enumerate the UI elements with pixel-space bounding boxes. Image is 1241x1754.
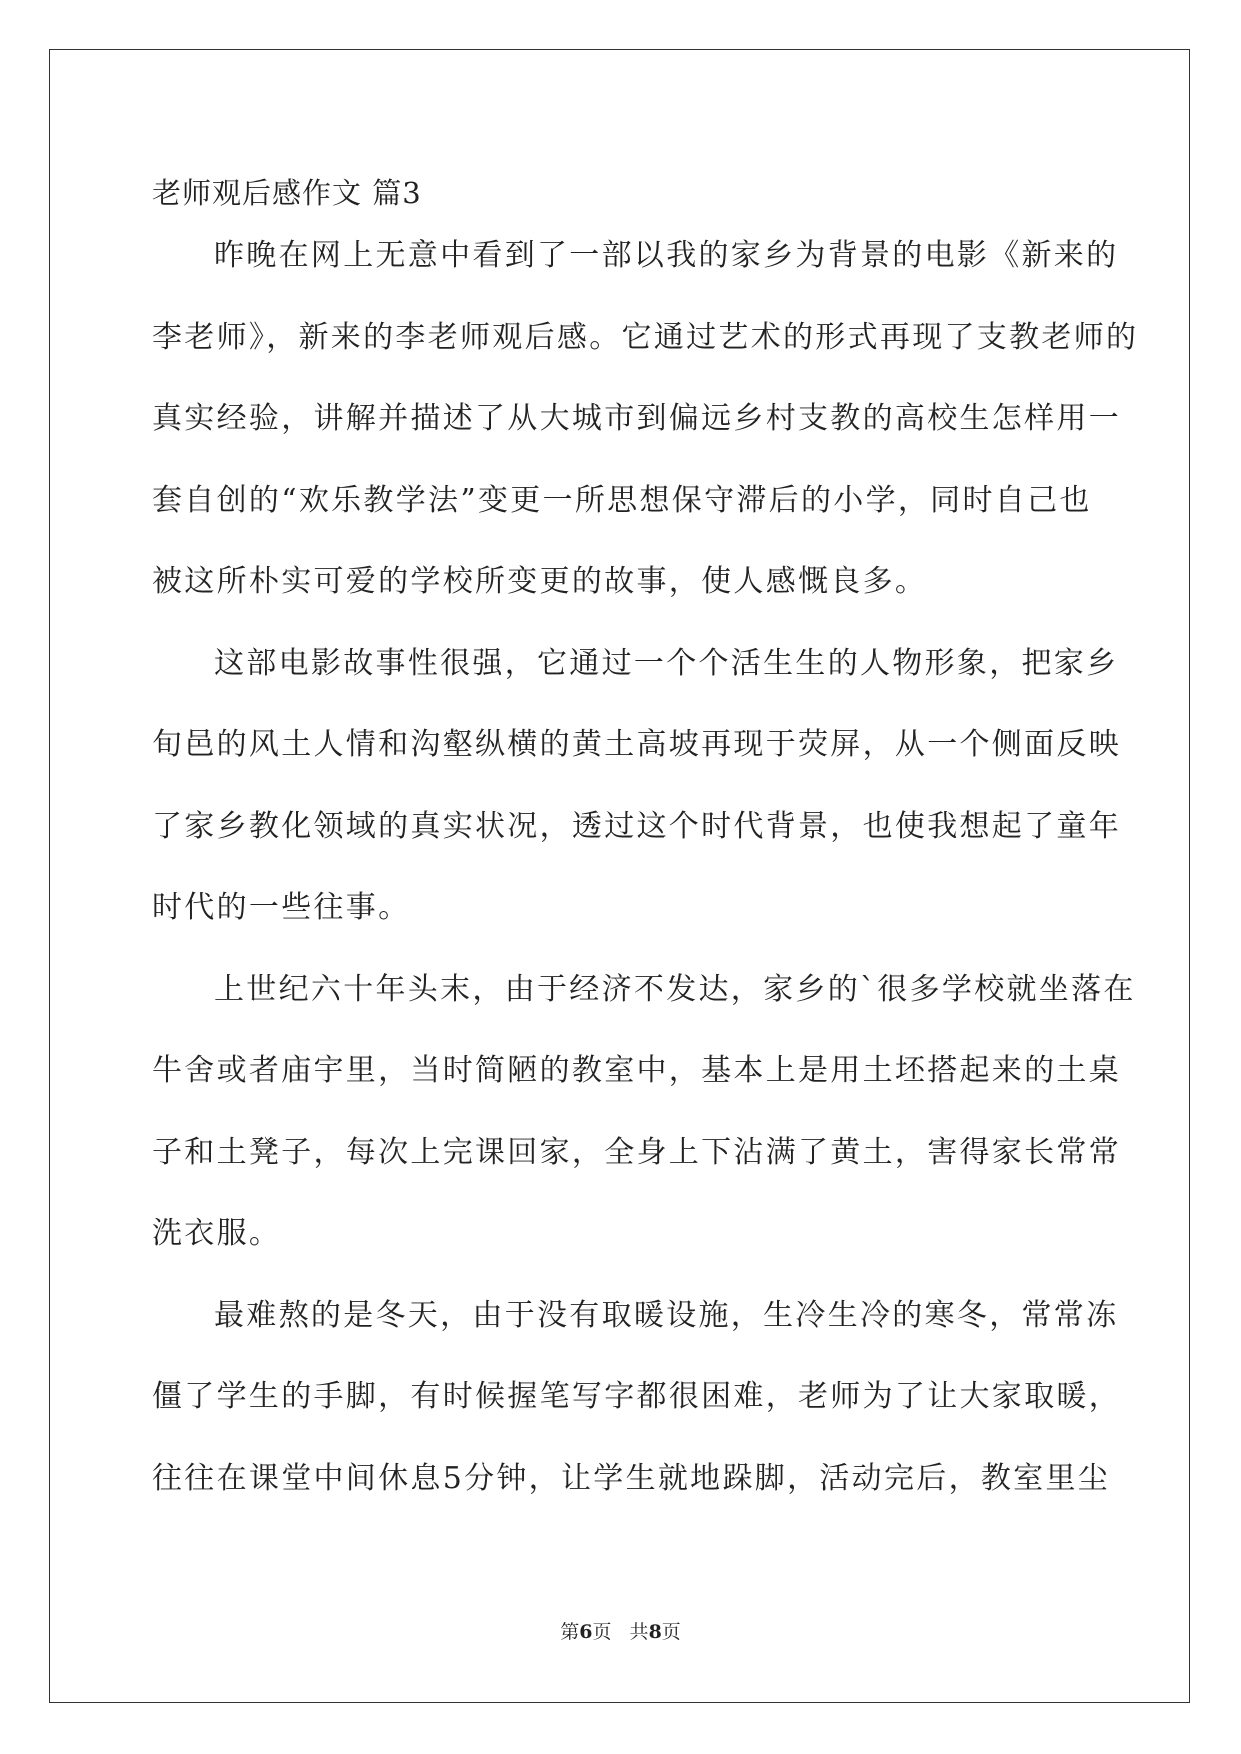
paragraph-line: 最难熬的是冬天，由于没有取暖设施，生冷生冷的寒冬，常常冻 (214, 1297, 1119, 1333)
footer-prefix: 第 (560, 1621, 580, 1643)
paragraph-line: 旬邑的风土人情和沟壑纵横的黄土高坡再现于荧屏，从一个侧面反映 (152, 727, 1121, 762)
paragraph-2 (152, 637, 1121, 963)
footer-suffix: 页 (661, 1621, 681, 1643)
paragraph-1 (152, 229, 1139, 637)
paragraph-line: 洗衣服。 (152, 1216, 282, 1251)
paragraph-line: 牛舍或者庙宇里，当时简陋的教室中，基本上是用土坯搭起来的土桌 (152, 1053, 1121, 1088)
paragraph-line: 上世纪六十年头末，由于经济不发达，家乡的`很多学校就坐落在 (214, 971, 1136, 1007)
footer-total-pages: 8 (648, 1621, 662, 1643)
paragraph-line: 真实经验，讲解并描述了从大城市到偏远乡村支教的高校生怎样用一 (152, 401, 1121, 436)
paragraph-line: 昨晚在网上无意中看到了一部以我的家乡为背景的电影《新来的 (214, 238, 1119, 273)
paragraph-line: 僵了学生的手脚，有时候握笔写字都很困难，老师为了让大家取暖， (152, 1379, 1121, 1414)
paragraph-line: 被这所朴实可爱的学校所变更的故事，使人感慨良多。 (152, 564, 928, 599)
footer-middle: 页 共 (592, 1621, 649, 1643)
footer-page-number: 6 (579, 1621, 593, 1643)
paragraph-3 (152, 963, 1136, 1289)
document-heading: 老师观后感作文 篇3 (152, 176, 422, 210)
page-footer (0, 1617, 1241, 1644)
paragraph-line: 子和土凳子，每次上完课回家，全身上下沾满了黄土，害得家长常常 (152, 1134, 1121, 1170)
paragraph-line: 时代的一些往事。 (152, 890, 411, 925)
paragraph-line: 这部电影故事性很强，它通过一个个活生生的人物形象，把家乡 (214, 645, 1119, 681)
paragraph-line: 李老师》，新来的李老师观后感。它通过艺术的形式再现了支教老师的 (152, 319, 1139, 355)
paragraph-line: 套自创的“欢乐教学法”变更一所思想保守滞后的小学，同时自己也 (152, 482, 1092, 518)
paragraph-line: 了家乡教化领域的真实状况，透过这个时代背景，也使我想起了童年 (152, 808, 1121, 844)
document-body (152, 165, 1139, 1533)
paragraph-line: 往往在课堂中间休息5分钟，让学生就地跺脚，活动完后，教室里尘 (152, 1460, 1111, 1496)
paragraph-4 (152, 1289, 1121, 1534)
